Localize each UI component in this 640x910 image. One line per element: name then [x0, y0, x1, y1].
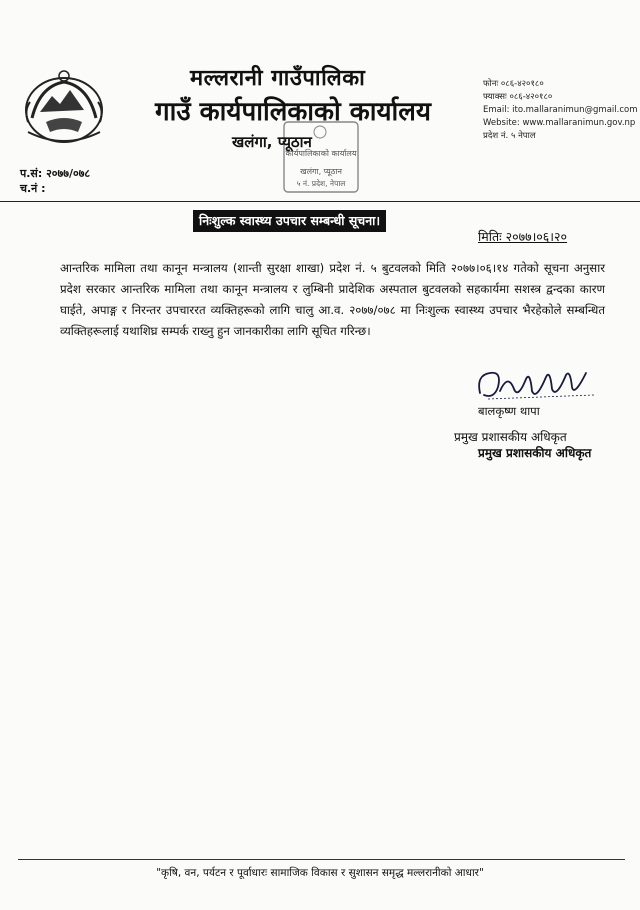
municipality-name: मल्लरानी गाउँपालिका	[190, 66, 366, 91]
dispatch-number: च.नं :	[20, 182, 46, 195]
website-address: Website: www.mallaranimun.gov.np	[483, 118, 636, 128]
header-divider	[0, 201, 640, 202]
notice-title: निःशुल्क स्वास्थ्य उपचार सम्बन्धी सूचना।	[193, 210, 386, 232]
contact-block	[483, 78, 638, 143]
signer-title-stamp: प्रमुख प्रशासकीय अधिकृत	[478, 446, 592, 460]
nepal-emblem-icon	[18, 66, 110, 148]
notice-date: मितिः २०७७।०६।२०	[478, 229, 568, 244]
phone-number: फोनः ०८६-४२०१८०	[483, 79, 544, 89]
signature	[474, 365, 604, 405]
stamp-line3: ५ नं. प्रदेश, नेपाल	[296, 179, 346, 188]
footer-motto: "कृषि, वन, पर्यटन र पूर्वाधारः सामाजिक विकास र सुशासन समृद्ध मल्लरानीको आधार"	[156, 867, 484, 879]
footer-divider	[18, 859, 625, 860]
office-name: गाउँ कार्यपालिकाको कार्यालय	[155, 97, 431, 127]
letter-number: प.सं: २०७७/०७८	[20, 167, 91, 180]
stamp-line2: खलंगा, प्यूठान	[300, 167, 342, 176]
signer-title: प्रमुख प्रशासकीय अधिकृत	[454, 430, 567, 444]
province-label: प्रदेश नं. ५ नेपाल	[483, 131, 536, 141]
signer-name: बालकृष्ण थापा	[478, 404, 540, 418]
office-address: खलंगा, प्यूठान	[232, 133, 312, 151]
reference-block	[20, 166, 90, 196]
email-address: Email: ito.mallaranimun@gmail.com	[483, 105, 638, 115]
office-stamp	[268, 118, 376, 200]
fax-number: फ्याक्सः ०८६-४२०१८०	[483, 92, 553, 102]
stamp-line1: कार्यपालिकाको कार्यालय	[285, 149, 357, 158]
notice-body: आन्तरिक मामिला तथा कानून मन्त्रालय (शान्ती सुरक्षा शाखा) प्रदेश नं. ५ बुटवलको मिति २०७७।०६।१४ गतेको सूचना अनुसार प्रदेश सरकार आन्तरिक मामिला तथा कानून मन्त्रालय र लुम्बिनी प्रादेशिक अस्पताल बुटवलको सहकार्यमा सशस्त्र द्वन्दका कारण घाईते, अपाङ्ग र निरन्तर उपचाररत व्यक्तिहरूको लागि चालु आ.व. २०७७/०७८ मा निःशुल्क स्वास्थ्य उपचार भैरहेकोले सम्बन्धित व्यक्तिहरूलाई यथाशिघ्र सम्पर्क राख्नु हुन जानकारीका लागि सूचित गरिन्छ।	[60, 261, 605, 338]
